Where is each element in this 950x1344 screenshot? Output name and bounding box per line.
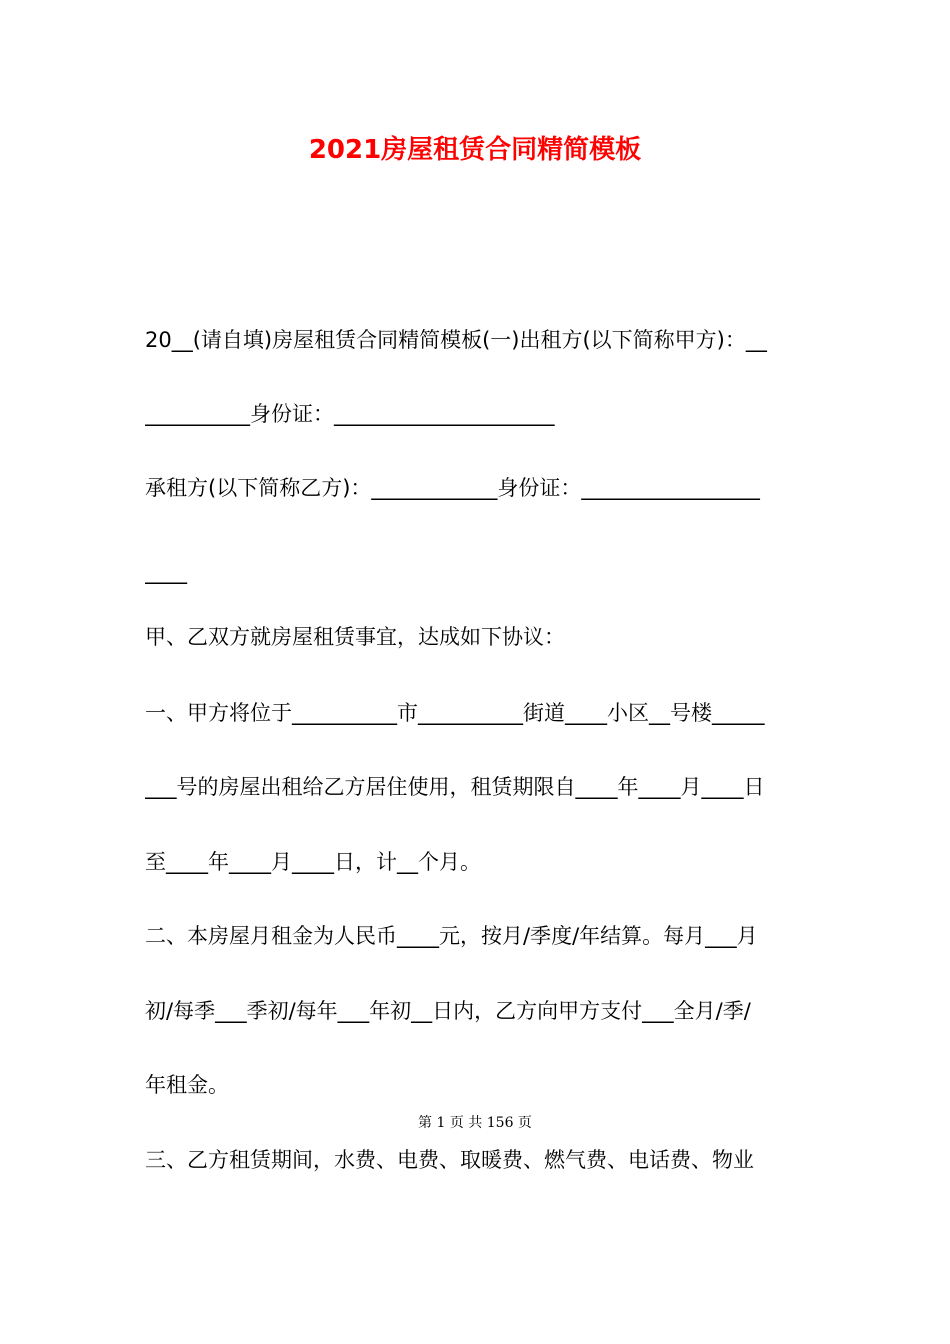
- paragraph-line: 一、甲方将位于__________市__________街道____小区__号楼_____: [145, 701, 765, 725]
- paragraph-line: 20__(请自填)房屋租赁合同精简模板(一)出租方(以下简称甲方)：__: [145, 328, 767, 352]
- paragraph-line: 二、本房屋月租金为人民币____元，按月/季度/年结算。每月___月: [145, 924, 758, 948]
- paragraph-line: __________身份证：_____________________: [145, 402, 555, 426]
- paragraph-line: 年租金。: [145, 1073, 229, 1097]
- paragraph-line: 初/每季___季初/每年___年初__日内，乙方向甲方支付___全月/季/: [145, 999, 751, 1023]
- paragraph-line: ____: [145, 560, 187, 584]
- paragraph-line: 三、乙方租赁期间，水费、电费、取暖费、燃气费、电话费、物业: [145, 1148, 754, 1172]
- paragraph-line: 至____年____月____日，计__个月。: [145, 850, 481, 874]
- paragraph-line: 甲、乙双方就房屋租赁事宜，达成如下协议：: [145, 625, 565, 649]
- paragraph-line: 承租方(以下简称乙方)：____________身份证：_________________: [145, 476, 760, 500]
- paragraph-line: ___号的房屋出租给乙方居住使用，租赁期限自____年____月____日: [145, 775, 765, 799]
- document-title: 2021房屋租赁合同精简模板: [308, 135, 642, 165]
- page-number-footer: 第 1 页 共 156 页: [418, 1115, 532, 1131]
